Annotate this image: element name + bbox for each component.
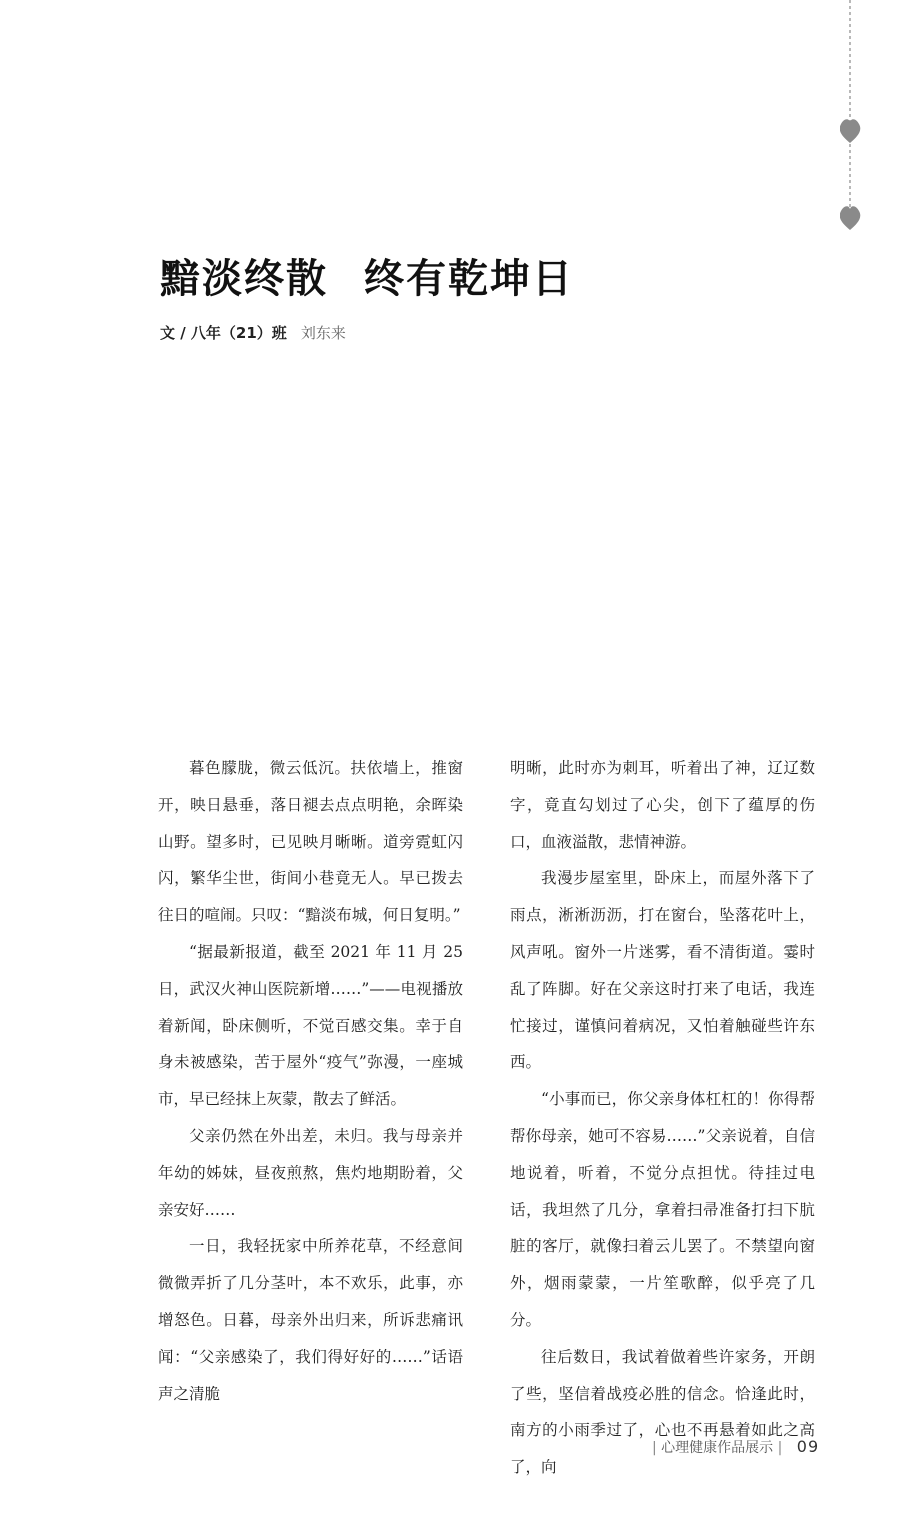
paragraph: 往后数日，我试着做着些许家务，开朗了些，坚信着战疫必胜的信念。恰逢此时，南方的小雨季过了，心也不再悬着如此之高了，向: [510, 1347, 815, 1477]
hanging-hearts-ornament: [840, 0, 864, 240]
footer-section-name: 心理健康作品展示: [661, 1440, 774, 1456]
paragraph: 我漫步屋室里，卧床上，而屋外落下了雨点，淅淅沥沥，打在窗台，坠落花叶上，风声吼。窗外一片迷雾，看不清街道。霎时乱了阵脚。好在父亲这时打来了电话，我连忙接过，谨慎问着病况，又怕着触碰些许东西。: [510, 869, 815, 1072]
article-title: [160, 247, 574, 304]
page-number: 09: [796, 1437, 820, 1456]
paragraph: 一日，我轻抚家中所养花草，不经意间微微弄折了几分茎叶，本不欢乐，此事，亦增怒色。日暮，母亲外出归来，所诉悲痛讯闻：“父亲感染了，我们得好好的……”话语声之清脆: [158, 1237, 463, 1403]
footer-divider: |: [652, 1440, 657, 1456]
byline: [160, 322, 346, 343]
paragraph: 父亲仍然在外出差，未归。我与母亲并年幼的姊妹，昼夜煎熬，焦灼地期盼着，父亲安好……: [158, 1126, 463, 1219]
paragraph: “据最新报道，截至 2021 年 11 月 25 日，武汉火神山医院新增……”——电视播放着新闻，卧床侧听，不觉百感交集。幸于自身未被感染，苦于屋外“疫气”弥漫，一座城市，早已经抹上灰蒙，散去了鲜活。: [158, 942, 463, 1109]
heart-icon: [840, 206, 860, 230]
paragraph: 暮色朦胧，微云低沉。扶依墙上，推窗开，映日悬垂，落日褪去点点明艳，余晖染山野。望多时，已见映月晰晰。道旁霓虹闪闪，繁华尘世，街间小巷竟无人。早已拨去往日的喧闹。只叹：“黯淡布城，何日复明。”: [158, 759, 463, 925]
heart-icon: [840, 119, 860, 143]
paragraph-continued: 明晰，此时亦为刺耳，听着出了神，辽辽数字，竟直勾划过了心尖，创下了蕴厚的伤口，血液溢散，悲情神游。: [510, 759, 815, 851]
text-column-right: [510, 750, 815, 1486]
page-footer: [652, 1437, 819, 1457]
footer-divider: |: [777, 1440, 783, 1456]
title-part-1: 黯淡终散: [160, 256, 328, 302]
byline-class: 文 / 八年（21）班: [160, 324, 287, 342]
byline-author: 刘东来: [300, 324, 346, 342]
text-column-left: [158, 750, 463, 1412]
paragraph: “小事而已，你父亲身体杠杠的！你得帮帮你母亲，她可不容易……”父亲说着，自信地说着，听着，不觉分点担忧。待挂过电话，我坦然了几分，拿着扫帚准备打扫下肮脏的客厅，就像扫着云儿罢了。不禁望向窗外，烟雨蒙蒙，一片笙歌醉，似乎亮了几分。: [510, 1090, 815, 1329]
title-part-2: 终有乾坤日: [364, 256, 574, 302]
